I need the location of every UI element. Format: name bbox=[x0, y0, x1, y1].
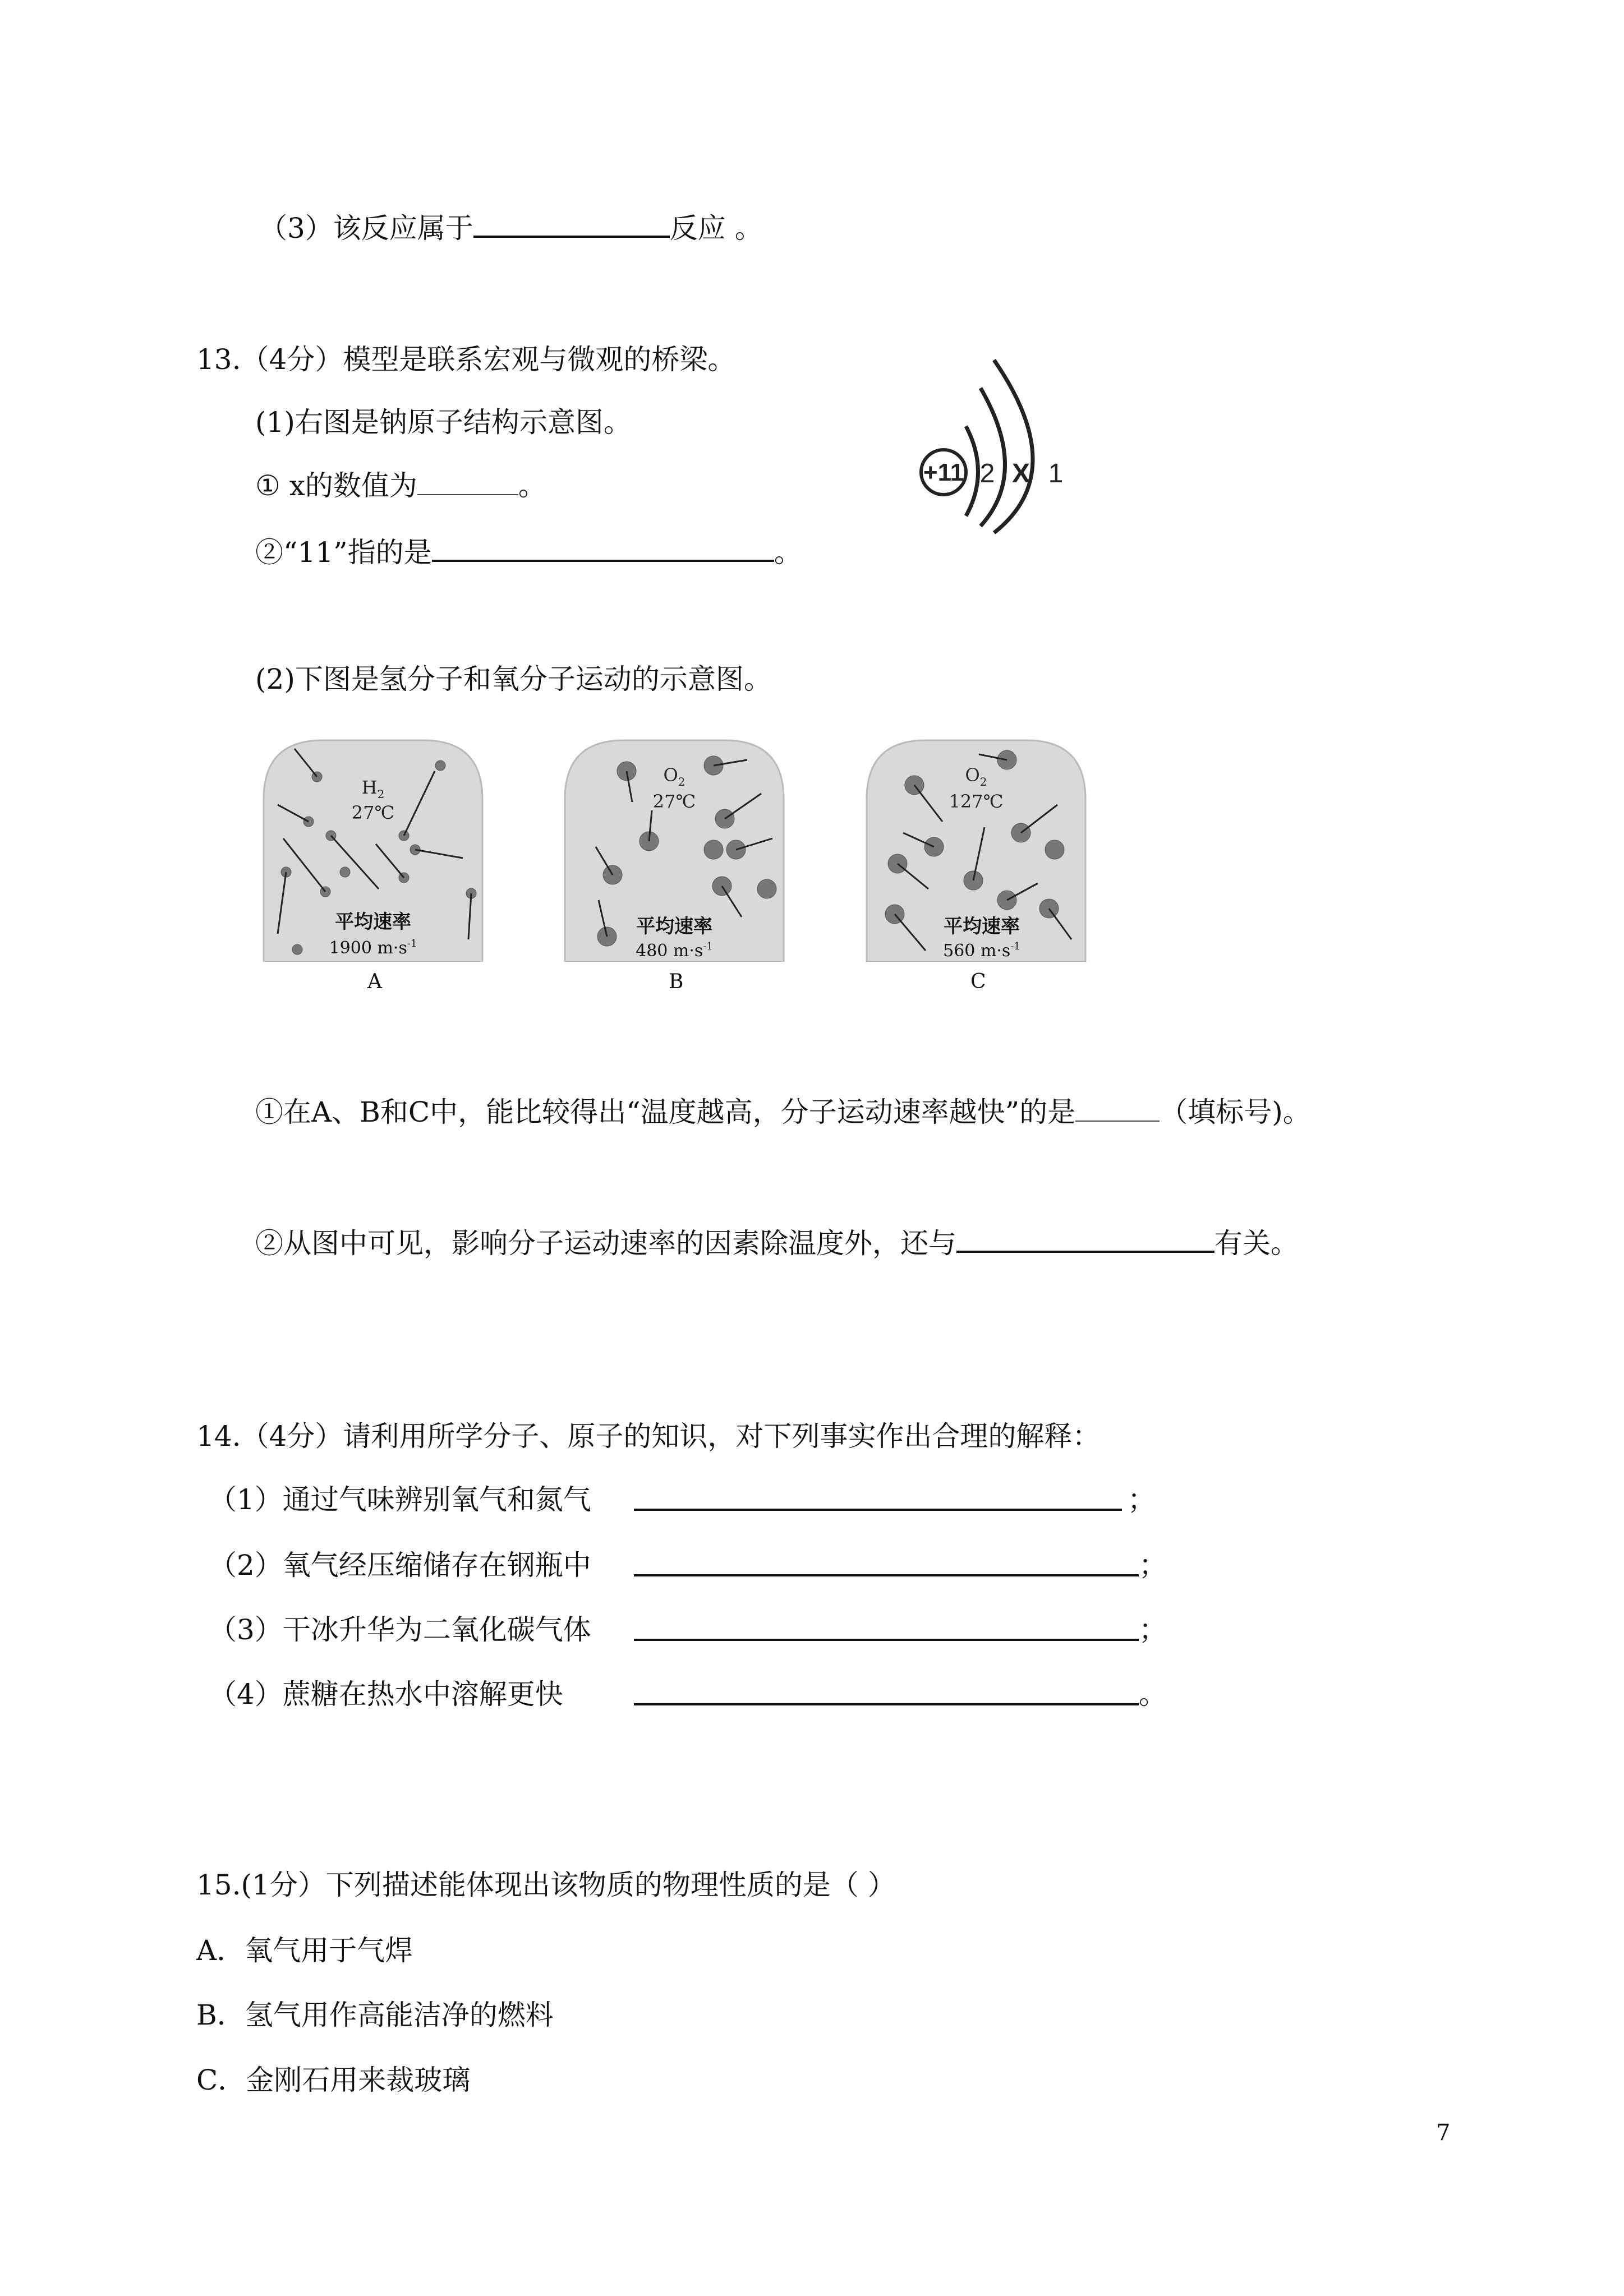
answer-blank[interactable] bbox=[417, 469, 518, 495]
answer-blank[interactable] bbox=[1075, 1096, 1160, 1122]
shell-electrons-1: 2 bbox=[979, 459, 995, 488]
q12-part3-prefix: （3）该反应属于 bbox=[259, 212, 473, 245]
speed-value: 480 $m\cdot s^{-1}$ bbox=[636, 940, 713, 961]
q13-sub4-suffix: 有关。 bbox=[1214, 1227, 1299, 1260]
q13-part1-intro: (1)右图是钠原子结构示意图。 bbox=[255, 406, 632, 439]
q13-sub2-suffix: 。 bbox=[774, 536, 802, 569]
jar-gas-label: $O_2$ bbox=[965, 764, 987, 789]
speed-title: 平均速率 bbox=[944, 915, 1020, 938]
speed-title: 平均速率 bbox=[335, 911, 411, 933]
q13-sub3 bbox=[255, 1095, 1311, 1129]
jar-temperature: 127℃ bbox=[949, 791, 1004, 812]
q13-sub3-suffix: （填标号)。 bbox=[1160, 1096, 1311, 1128]
jar-c bbox=[864, 737, 1088, 962]
jar-a-label: A bbox=[367, 970, 382, 993]
q13-sub2-prefix: ②“11”指的是 bbox=[255, 536, 432, 569]
jar-c-label: C bbox=[970, 970, 986, 993]
answer-blank[interactable] bbox=[432, 533, 774, 562]
q15-option-b[interactable]: B．氢气用作高能洁净的燃料 bbox=[196, 1999, 554, 2031]
jar-a bbox=[261, 737, 485, 962]
q12-part3-suffix: 反应 。 bbox=[669, 212, 763, 245]
q13-sub1 bbox=[255, 468, 546, 503]
q13-sub3-prefix: ①在A、B和C中，能比较得出“温度越高，分子运动速率越快”的是 bbox=[255, 1096, 1076, 1128]
shell-electrons-3: 1 bbox=[1048, 459, 1064, 488]
q13-sub1-prefix: ① x的数值为 bbox=[255, 469, 417, 502]
speed-value: 560 $m\cdot s^{-1}$ bbox=[943, 940, 1020, 961]
q14-title: 14.（4分）请利用所学分子、原子的知识，对下列事实作出合理的解释： bbox=[196, 1420, 1101, 1453]
q14-item-4-end: 。 bbox=[1139, 1678, 1167, 1711]
jar-b-label: B bbox=[669, 970, 684, 993]
nucleus-charge: +11 bbox=[923, 459, 964, 486]
q14-item-2-end: ； bbox=[1139, 1549, 1167, 1582]
q14-item-2: （2）氧气经压缩储存在钢瓶中 bbox=[209, 1549, 591, 1582]
jar-b bbox=[562, 737, 786, 962]
q14-answer-blank-4[interactable] bbox=[634, 1675, 1139, 1705]
q15-title: 15.(1分）下列描述能体现出该物质的物理性质的是（ ） bbox=[196, 1869, 896, 1901]
q14-item-1: （1）通过气味辨别氧气和氮气 bbox=[209, 1483, 591, 1516]
q14-answer-blank-3[interactable] bbox=[634, 1611, 1139, 1641]
q15-option-c[interactable]: C．金刚石用来裁玻璃 bbox=[196, 2064, 471, 2096]
q13-sub1-suffix: 。 bbox=[518, 469, 546, 502]
answer-blank[interactable] bbox=[473, 209, 670, 238]
shell-arc-1 bbox=[966, 426, 978, 516]
shell-arc-3 bbox=[994, 360, 1033, 533]
q14-answer-blank-1[interactable] bbox=[634, 1481, 1122, 1511]
q13-sub2 bbox=[255, 533, 802, 570]
q15-option-a[interactable]: A．氧气用于气焊 bbox=[196, 1934, 413, 1967]
answer-blank[interactable] bbox=[956, 1224, 1214, 1253]
jar-temperature: 27℃ bbox=[351, 802, 395, 823]
q14-item-3: （3）干冰升华为二氧化碳气体 bbox=[209, 1613, 591, 1646]
jar-gas-label: $O_2$ bbox=[663, 764, 686, 789]
jar-temperature: 27℃ bbox=[652, 791, 696, 812]
q14-item-3-end: ； bbox=[1139, 1613, 1167, 1646]
sodium-atom-diagram bbox=[909, 325, 1077, 538]
q13-sub4 bbox=[255, 1224, 1299, 1261]
speed-title: 平均速率 bbox=[636, 915, 712, 938]
q13-part2-intro: (2)下图是氢分子和氧分子运动的示意图。 bbox=[255, 663, 772, 695]
q13-title: 13.（4分）模型是联系宏观与微观的桥梁。 bbox=[196, 343, 736, 376]
q12-part3 bbox=[259, 209, 763, 246]
shell-electrons-2: X bbox=[1011, 459, 1030, 488]
page-number: 7 bbox=[1436, 2120, 1451, 2146]
q13-sub4-prefix: ②从图中可见，影响分子运动速率的因素除温度外，还与 bbox=[255, 1227, 956, 1260]
speed-value: 1900 $m\cdot s^{-1}$ bbox=[329, 938, 417, 958]
q14-item-1-end: ； bbox=[1128, 1483, 1156, 1516]
q14-item-4: （4）蔗糖在热水中溶解更快 bbox=[209, 1678, 563, 1711]
shell-arc-2 bbox=[981, 388, 1005, 526]
q14-answer-blank-2[interactable] bbox=[634, 1546, 1139, 1576]
jar-gas-label: $H_2$ bbox=[361, 777, 385, 801]
